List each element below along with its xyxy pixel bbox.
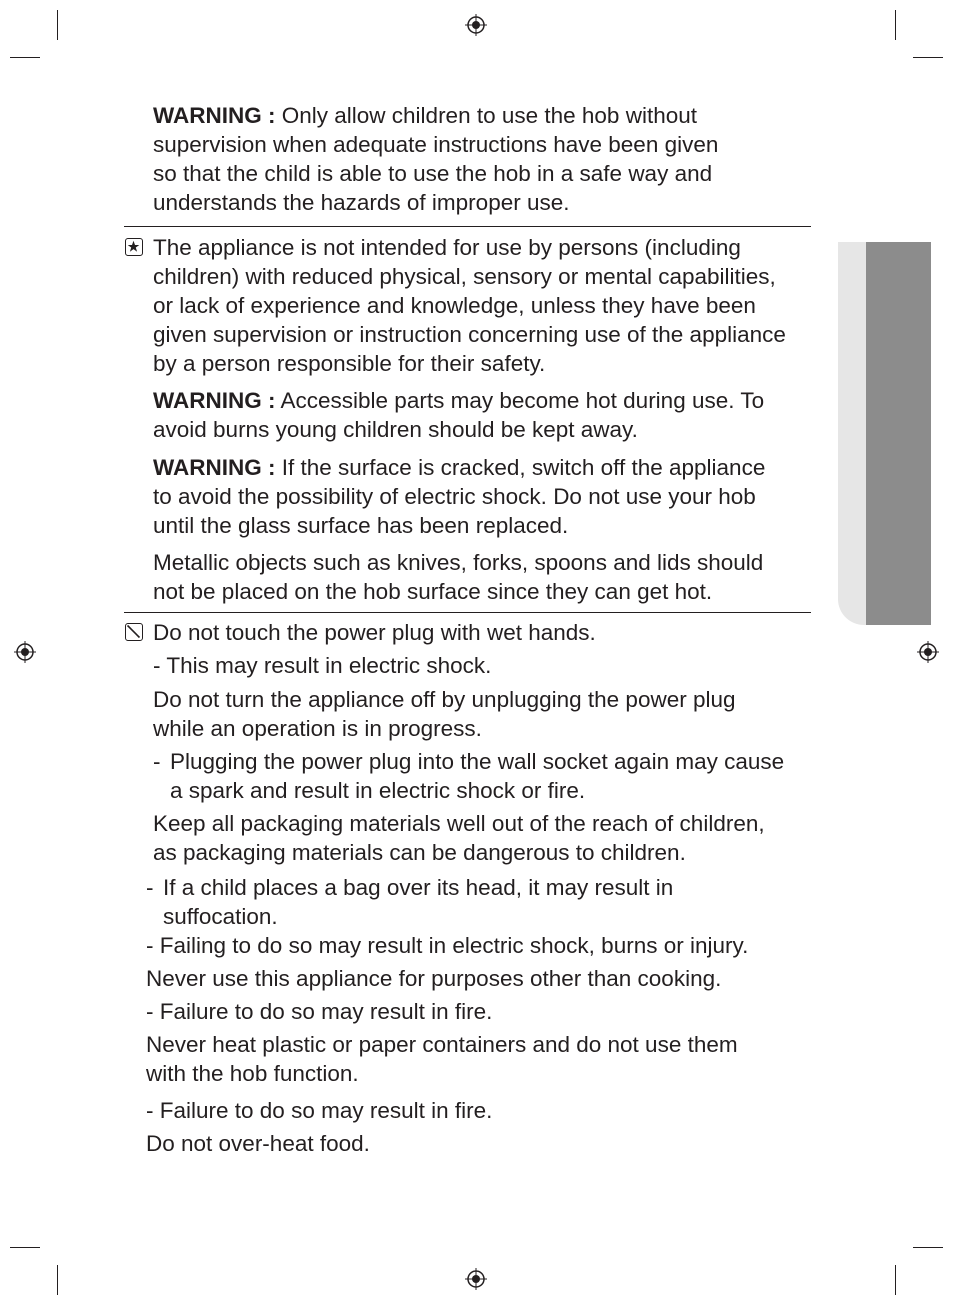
side-tab-shadow bbox=[838, 242, 866, 625]
crop-mark bbox=[913, 57, 943, 58]
prohibit-text: as packaging materials can be dangerous to children. bbox=[153, 840, 686, 865]
warning-text: so that the child is able to use the hob in a safe way and bbox=[153, 161, 713, 186]
prohibit-text: - Failure to do so may result in fire. bbox=[146, 1098, 493, 1123]
prohibit-text: Never use this appliance for purposes other than cooking. bbox=[146, 966, 722, 991]
warning-text: avoid burns young children should be kept away. bbox=[153, 417, 638, 442]
registration-mark-icon bbox=[465, 1268, 487, 1290]
caution-text: children) with reduced physical, sensory or mental capabilities, bbox=[153, 264, 776, 289]
prohibit-text: with the hob function. bbox=[146, 1061, 359, 1086]
prohibit-text: Keep all packaging materials well out of the reach of children, bbox=[153, 811, 765, 836]
crop-mark bbox=[10, 1247, 40, 1248]
prohibit-text: If a child places a bag over its head, it may result in bbox=[163, 875, 674, 900]
section-divider bbox=[124, 612, 811, 613]
caution-text: by a person responsible for their safety. bbox=[153, 351, 546, 376]
caution-text: or lack of experience and knowledge, unless they have been bbox=[153, 293, 756, 318]
crop-mark bbox=[913, 1247, 943, 1248]
bullet-dash: - bbox=[146, 875, 154, 900]
registration-mark-icon bbox=[14, 641, 36, 663]
warning-text: WARNING : Accessible parts may become hot during use. To bbox=[153, 388, 765, 413]
side-tab bbox=[866, 242, 931, 625]
prohibition-box-icon bbox=[125, 623, 143, 641]
prohibit-text: - This may result in electric shock. bbox=[153, 653, 492, 678]
warning-label: WARNING : bbox=[153, 388, 276, 413]
registration-mark-icon bbox=[917, 641, 939, 663]
caution-text: Metallic objects such as knives, forks, spoons and lids should bbox=[153, 550, 764, 575]
prohibit-text: Never heat plastic or paper containers and do not use them bbox=[146, 1032, 738, 1057]
warning-text: supervision when adequate instructions have been given bbox=[153, 132, 719, 157]
warning-label: WARNING : bbox=[153, 103, 276, 128]
crop-mark bbox=[10, 57, 40, 58]
warning-text: to avoid the possibility of electric shock. Do not use your hob bbox=[153, 484, 756, 509]
warning-text: WARNING : Only allow children to use the hob without bbox=[153, 103, 697, 128]
section-divider bbox=[124, 226, 811, 227]
prohibit-text: Plugging the power plug into the wall socket again may cause bbox=[170, 749, 785, 774]
prohibit-text: Do not touch the power plug with wet hands. bbox=[153, 620, 596, 645]
registration-mark-icon bbox=[465, 14, 487, 36]
prohibit-text: - Failing to do so may result in electric shock, burns or injury. bbox=[146, 933, 749, 958]
warning-text: WARNING : If the surface is cracked, switch off the appliance bbox=[153, 455, 766, 480]
prohibit-text: - Failure to do so may result in fire. bbox=[146, 999, 493, 1024]
prohibit-text: Do not turn the appliance off by unplugging the power plug bbox=[153, 687, 736, 712]
crop-mark bbox=[895, 1265, 896, 1295]
crop-mark bbox=[57, 1265, 58, 1295]
warning-text: until the glass surface has been replaced. bbox=[153, 513, 569, 538]
bullet-dash: - bbox=[153, 749, 161, 774]
warning-text: understands the hazards of improper use. bbox=[153, 190, 570, 215]
prohibit-text: while an operation is in progress. bbox=[153, 716, 482, 741]
caution-text: The appliance is not intended for use by persons (including bbox=[153, 235, 741, 260]
prohibit-text: a spark and result in electric shock or fire. bbox=[170, 778, 586, 803]
crop-mark bbox=[895, 10, 896, 40]
warning-label: WARNING : bbox=[153, 455, 276, 480]
prohibit-text: Do not over-heat food. bbox=[146, 1131, 370, 1156]
prohibit-text: suffocation. bbox=[163, 904, 278, 929]
star-in-box-icon bbox=[125, 238, 143, 256]
caution-text: not be placed on the hob surface since they can get hot. bbox=[153, 579, 713, 604]
crop-mark bbox=[57, 10, 58, 40]
caution-text: given supervision or instruction concerning use of the appliance bbox=[153, 322, 786, 347]
